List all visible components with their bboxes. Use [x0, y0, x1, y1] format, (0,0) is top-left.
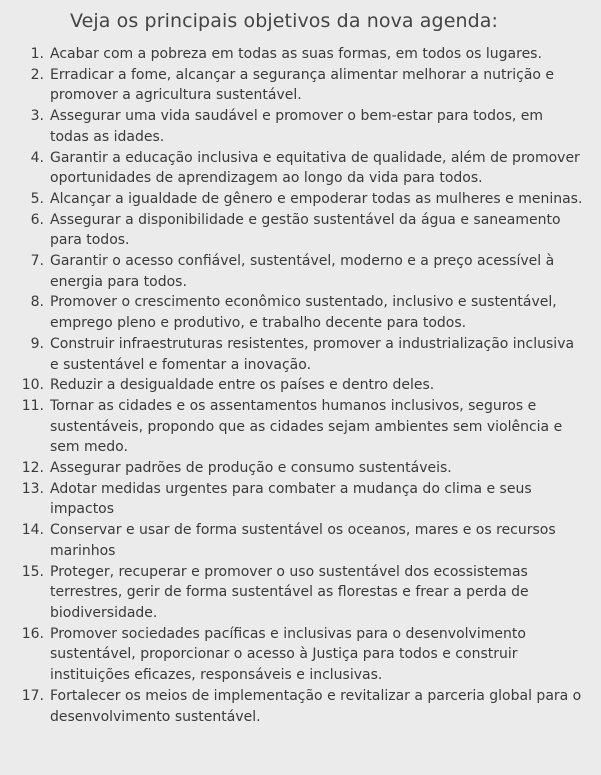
goal-text: Assegurar padrões de produção e consumo sustentáveis. — [50, 460, 452, 477]
list-item — [14, 686, 587, 727]
goal-number: 15. — [21, 563, 44, 580]
goal-number: 3. — [30, 108, 44, 125]
goal-number: 16. — [21, 625, 44, 642]
list-item — [14, 520, 587, 561]
goal-text: Acabar com a pobreza em todas as suas formas, em todos os lugares. — [50, 46, 542, 62]
goal-number: 8. — [30, 294, 44, 311]
goal-text: Promover sociedades pacíficas e inclusivas para o desenvolvimento sustentável, proporcionar o acesso à Justiça para todos e construir instituições eficazes, responsáveis e inclusivas. — [50, 625, 526, 684]
goal-number: 9. — [30, 335, 44, 352]
list-item — [14, 292, 587, 333]
goal-number: 13. — [21, 480, 44, 497]
list-item — [14, 458, 587, 479]
list-item — [14, 396, 587, 458]
goal-number: 1. — [30, 46, 44, 62]
list-item — [14, 375, 587, 396]
goal-text: Assegurar a disponibilidade e gestão sustentável da água e saneamento para todos. — [50, 211, 561, 249]
goal-text: Adotar medidas urgentes para combater a mudança do clima e seus impactos — [50, 480, 532, 518]
list-item — [14, 210, 587, 251]
list-item — [14, 65, 587, 106]
goal-number: 2. — [30, 66, 44, 83]
list-item — [14, 189, 587, 210]
goal-number: 11. — [21, 397, 44, 414]
goal-text: Construir infraestruturas resistentes, promover a industrialização inclusiva e sustentável e fomentar a inovação. — [50, 335, 575, 373]
goal-text: Alcançar a igualdade de gênero e empoderar todas as mulheres e meninas. — [50, 190, 583, 207]
list-item — [14, 334, 587, 375]
goal-text: Promover o crescimento econômico sustentado, inclusivo e sustentável, emprego pleno e produtivo, e trabalho decente para todos. — [50, 294, 557, 332]
goal-text: Proteger, recuperar e promover o uso sustentável dos ecossistemas terrestres, gerir de forma sustentável as florestas e frear a perda de biodiversidade. — [50, 563, 529, 621]
list-item — [14, 479, 587, 520]
goal-text: Reduzir a desigualdade entre os países e dentro deles. — [50, 377, 435, 394]
goal-number: 17. — [21, 687, 44, 704]
goal-text: Tornar as cidades e os assentamentos humanos inclusivos, seguros e sustentáveis, propondo que as cidades sejam ambientes sem violência e sem medo. — [50, 397, 563, 456]
goal-number: 14. — [21, 522, 44, 539]
goal-number: 5. — [30, 190, 44, 207]
goal-number: 12. — [21, 460, 44, 477]
goal-text: Assegurar uma vida saudável e promover o bem-estar para todos, em todas as idades. — [50, 108, 544, 145]
goal-text: Garantir o acesso confiável, sustentável, moderno e a preço acessível à energia para todos. — [50, 253, 555, 290]
goal-text: Erradicar a fome, alcançar a segurança alimentar melhorar a nutrição e promover a agricultura sustentável. — [50, 66, 555, 104]
list-item — [14, 148, 587, 189]
goals-list — [14, 44, 587, 727]
goal-text: Conservar e usar de forma sustentável os oceanos, mares e os recursos marinhos — [50, 522, 556, 559]
list-item — [14, 106, 587, 147]
goal-number: 10. — [21, 377, 44, 394]
goal-text: Fortalecer os meios de implementação e revitalizar a parceria global para o desenvolvimento sustentável. — [50, 687, 582, 725]
goal-text: Garantir a educação inclusiva e equitativa de qualidade, além de promover oportunidades de aprendizagem ao longo da vida para todos. — [50, 149, 580, 187]
list-item — [14, 251, 587, 292]
page-title: Veja os principais objetivos da nova agenda: — [70, 10, 499, 32]
goal-number: 6. — [30, 211, 44, 228]
goal-number: 4. — [30, 149, 44, 166]
list-item — [14, 562, 587, 624]
list-item — [14, 44, 587, 65]
goal-number: 7. — [30, 253, 44, 270]
list-item — [14, 624, 587, 686]
